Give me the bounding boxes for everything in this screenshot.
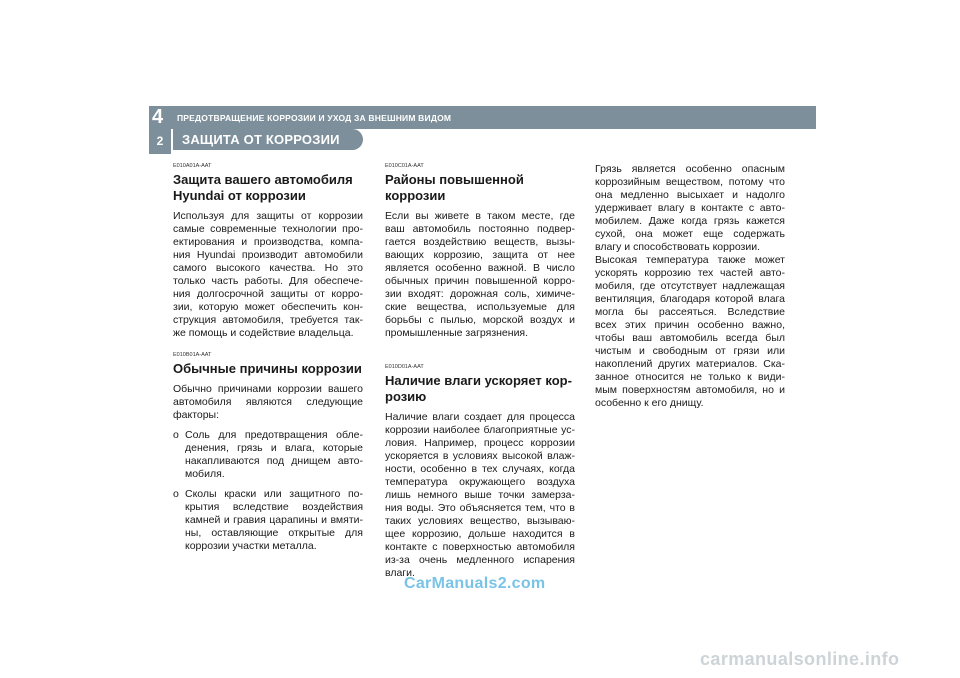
footer-watermark: carmanualsonline.info [700,649,900,669]
section-paragraph: Если вы живете в таком месте, где ваш автомобиль постоянно подвер-гается воздействию веществ, вызы-вающих коррозию, защита от нее является особенно важной. В число обычных причин повышенной корро-зии входят: дорожная соль, химиче-ские вещества, используемые для борьбы с пылью, морской воздух и промышленные загрязнения. [385,210,575,339]
section-high-corrosion-areas [385,163,575,340]
section-moisture [385,364,575,580]
bullet-item [173,429,363,481]
temperature-paragraph: Высокая температура также может ускорять коррозию тех частей авто-мобиля, где отсутствует надлежащая вентиляция, благодаря которой влага могла бы рассеяться. Вследствие всех этих причин особенно важно, чтобы ваш автомобиль всегда был чистым и свободным от грязи или накоплений других материалов. Ска-занное относится не только к види-мым поверхностям автомобиля, но и особенно к его днищу. [595,254,785,409]
site-watermark[interactable]: CarManuals2.com [404,575,546,592]
chapter-number: 4 [152,106,164,128]
section-common-causes [173,352,363,553]
column-right [595,163,785,410]
section-heading: Обычные причины коррозии [173,361,362,376]
section-code: E010C01A-AAT [385,163,424,169]
section-paragraph: Обычно причинами коррозии вашего автомобиля являются следующие факторы: [173,383,363,421]
chapter-title: ПРЕДОТВРАЩЕНИЕ КОРРОЗИИ И УХОД ЗА ВНЕШНИМ ВИДОМ [177,113,452,123]
section-code: E010D01A-AAT [385,364,424,370]
bullet-mark: o [173,488,179,500]
section-paragraph: Используя для защиты от коррозии самые современные технологии про-ектирования и производства, компа-ния Hyundai производит автомобили самого высокого качества. Но это только часть работы. Для обеспече-ния долгосрочной защиты от корро-зии, которую может обеспечить кон-струкция автомобиля, требуется так-же помощь и содействие владельца. [173,210,363,339]
column-left [173,163,363,565]
section-code: E010B01A-AAT [173,352,212,358]
bullet-mark: o [173,429,179,441]
bullet-item [173,488,363,553]
section-heading: Районы повышенной коррозии [385,172,524,203]
section-code: E010A01A-AAT [173,163,212,169]
bullet-text: Соль для предотвращения обле-денения, грязь и влага, которые накапливаются под днищем авто-мобиля. [185,429,363,480]
column-middle [385,163,575,592]
section-heading: Наличие влаги ускоряет кор-розию [385,373,572,404]
section-protection [173,163,363,340]
page-number: 2 [149,129,171,154]
bullet-text: Сколы краски или защитного по-крытия вследствие воздействия камней и гравия царапины и вмяти-ны, оставляющие открытые для коррозии участки металла. [185,488,363,552]
section-title: ЗАЩИТА ОТ КОРРОЗИИ [182,132,340,147]
section-paragraph: Наличие влаги создает для процесса коррозии наиболее благоприятные ус-ловия. Например, процесс коррозии ускоряется в условиях высокой влаж-ности, особенно в тех случаях, когда температура окружающего воздуха лишь немного выше точки замерза-ния воды. Это объясняется тем, что в таких условиях вещество, вызываю-щее коррозию, дольше находится в контакте с поверхностью автомобиля из-за очень медленного испарения влаги. [385,411,575,579]
dirt-paragraph: Грязь является особенно опасным коррозийным веществом, потому что она медленно высыхает и надолго удерживает влагу в контакте с авто-мобилем. Даже когда грязь кажется сухой, она может еще содержать влагу и способствовать коррозии. [595,163,785,253]
section-heading: Защита вашего автомобиля Hyundai от коррозии [173,172,353,203]
